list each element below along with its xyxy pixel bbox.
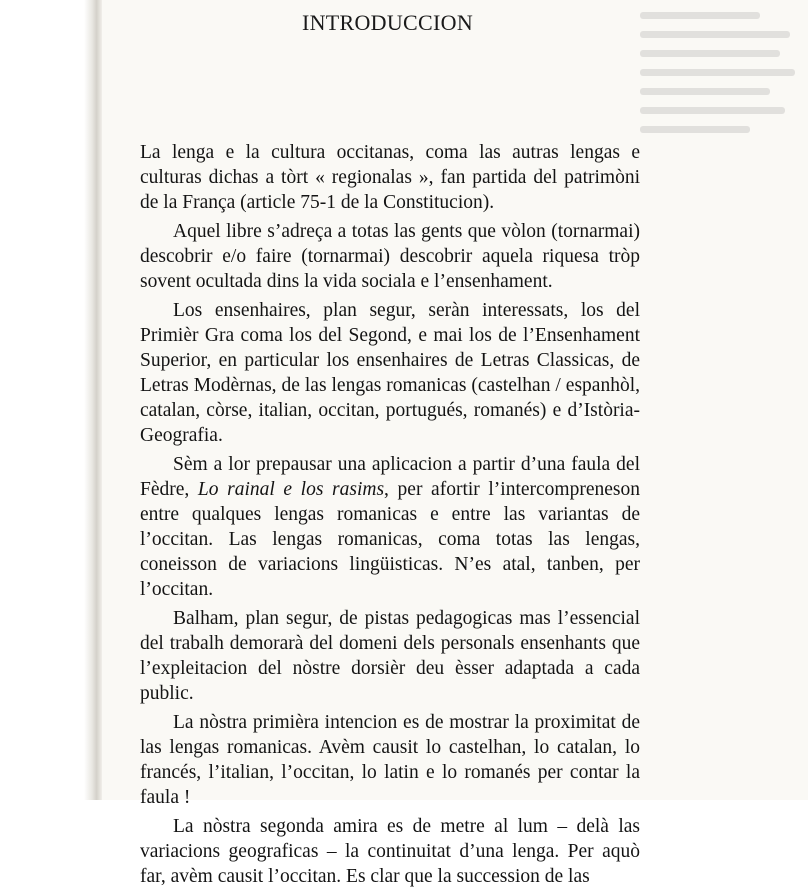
paragraph: La nòstra primièra intencion es de mostrar la proximitat de las lengas romanicas. Avèm causit lo castelhan, lo catalan, lo francés, l’italian, l’occitan, lo latin e lo romanés per contar la faula ! xyxy=(140,712,640,808)
paragraph: La lenga e la cultura occitanas, coma las autras lengas e culturas dichas a tòrt « regionalas », fan partida del patrimòni de la França (article 75-1 de la Constitucion). xyxy=(140,142,640,213)
body-text xyxy=(140,140,640,889)
paragraph: Balham, plan segur, de pistas pedagogicas mas l’essencial del trabalh demorarà del domeni dels personals ensenhants que l’expleitacion del nòstre dorsièr deu èsser adaptada a cada public. xyxy=(140,608,640,704)
page-title: INTRODUCCION xyxy=(301,10,474,35)
fable-title: Lo rainal e los rasims xyxy=(197,479,385,500)
paragraph-text: Sèm a lor prepausar una aplicacion a partir d’una faula del Fèdre, xyxy=(140,454,640,500)
paragraph-text: , per afortir l’intercompreneson entre qualques lengas romanicas e entre las variantas de l’occitan. Las lengas romanicas, coma totas las lengas, coneisson de variacions lingüisticas. N’es atal, tanben, per l’occitan. xyxy=(140,479,640,600)
paragraph: Los ensenhaires, plan segur, seràn interessats, los del Primièr Gra coma los del Segond, e mai los de l’Ensenhament Superior, en particular los ensenhaires de Letras Classicas, de Letras Modèrnas, de las lengas romanicas (castelhan / espanhòl, catalan, còrse, italian, occitan, portugués, romanés) e d’Istòria-Geografia. xyxy=(140,300,640,446)
paragraph: Aquel libre s’adreça a totas las gents que vòlon (tornarmai) descobrir e/o faire (tornarmai) descobrir aquela riquesa tròp sovent ocultada dins la vida sociala e l’ensenhament. xyxy=(140,221,640,292)
paragraph xyxy=(140,452,640,602)
book-gutter-edge xyxy=(84,0,102,800)
paragraph: La nòstra segonda amira es de metre al lum – delà las variacions geograficas – la continuitat d’una lenga. Per aquò far, avèm causit l’occitan. Es clar que la succession de las xyxy=(140,816,640,887)
